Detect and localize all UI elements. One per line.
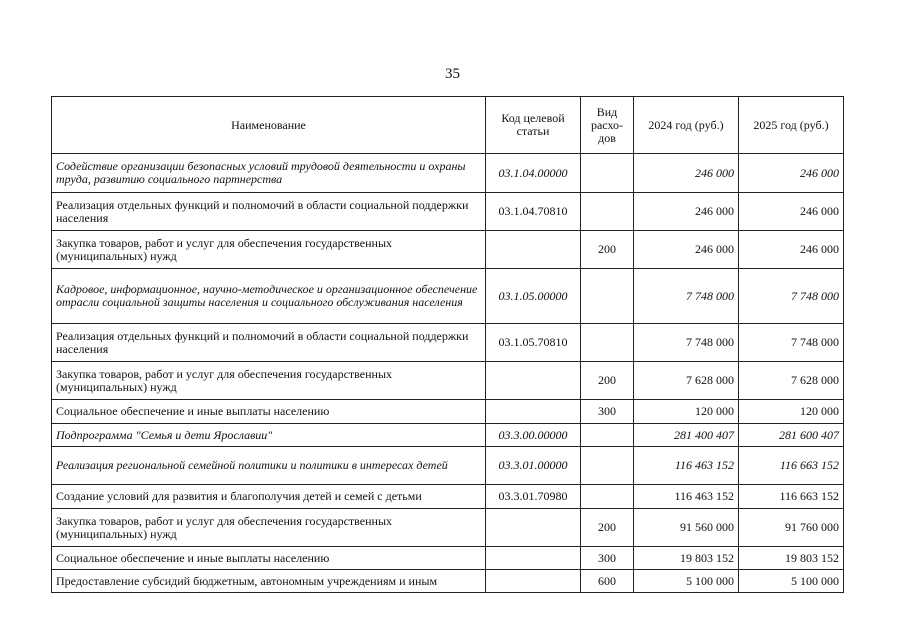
row-code: 03.1.05.70810 — [486, 324, 581, 362]
row-name: Предоставление субсидий бюджетным, автономным учреждениям и иным — [52, 570, 486, 593]
row-amount-2025: 246 000 — [739, 154, 844, 193]
table-row — [52, 231, 844, 269]
row-type — [581, 324, 634, 362]
row-type — [581, 485, 634, 509]
row-amount-2024: 7 628 000 — [634, 362, 739, 400]
row-amount-2024: 19 803 152 — [634, 547, 739, 570]
table-row — [52, 400, 844, 424]
row-code — [486, 547, 581, 570]
row-amount-2025: 7 628 000 — [739, 362, 844, 400]
table-row — [52, 362, 844, 400]
row-amount-2025: 116 663 152 — [739, 447, 844, 485]
table-row — [52, 269, 844, 324]
table-row — [52, 424, 844, 447]
row-code: 03.1.04.00000 — [486, 154, 581, 193]
row-amount-2024: 246 000 — [634, 231, 739, 269]
row-type — [581, 424, 634, 447]
page-number: 35 — [445, 66, 460, 82]
row-amount-2024: 281 400 407 — [634, 424, 739, 447]
row-amount-2025: 246 000 — [739, 231, 844, 269]
row-code: 03.3.00.00000 — [486, 424, 581, 447]
row-amount-2025: 5 100 000 — [739, 570, 844, 593]
row-name: Реализация региональной семейной политики и политики в интересах детей — [52, 447, 486, 485]
header-name: Наименование — [52, 97, 486, 154]
row-amount-2024: 7 748 000 — [634, 324, 739, 362]
row-code — [486, 570, 581, 593]
row-name: Подпрограмма "Семья и дети Ярославии" — [52, 424, 486, 447]
row-name: Закупка товаров, работ и услуг для обеспечения государственных (муниципальных) нужд — [52, 362, 486, 400]
row-type: 200 — [581, 362, 634, 400]
row-code: 03.3.01.00000 — [486, 447, 581, 485]
header-2024: 2024 год (руб.) — [634, 97, 739, 154]
row-type — [581, 154, 634, 193]
row-type: 600 — [581, 570, 634, 593]
table-header-row — [52, 97, 844, 154]
row-amount-2025: 7 748 000 — [739, 269, 844, 324]
row-amount-2024: 120 000 — [634, 400, 739, 424]
table-row — [52, 324, 844, 362]
table-row — [52, 485, 844, 509]
row-amount-2025: 281 600 407 — [739, 424, 844, 447]
header-2025: 2025 год (руб.) — [739, 97, 844, 154]
row-code — [486, 509, 581, 547]
table-row — [52, 547, 844, 570]
row-type — [581, 269, 634, 324]
row-code: 03.3.01.70980 — [486, 485, 581, 509]
row-code — [486, 231, 581, 269]
budget-table — [51, 96, 844, 593]
row-code — [486, 400, 581, 424]
table-body — [52, 154, 844, 593]
row-amount-2025: 120 000 — [739, 400, 844, 424]
table-row — [52, 570, 844, 593]
row-name: Закупка товаров, работ и услуг для обеспечения государственных (муниципальных) нужд — [52, 231, 486, 269]
row-type: 300 — [581, 400, 634, 424]
row-type: 200 — [581, 509, 634, 547]
row-amount-2025: 116 663 152 — [739, 485, 844, 509]
row-name: Содействие организации безопасных условий трудовой деятельности и охраны труда, развитию социального партнерства — [52, 154, 486, 193]
table-row — [52, 193, 844, 231]
row-name: Кадровое, информационное, научно-методическое и организационное обеспечение отрасли социальной защиты населения и социального обслуживания населения — [52, 269, 486, 324]
table-row — [52, 509, 844, 547]
row-name: Закупка товаров, работ и услуг для обеспечения государственных (муниципальных) нужд — [52, 509, 486, 547]
row-type: 300 — [581, 547, 634, 570]
row-code: 03.1.05.00000 — [486, 269, 581, 324]
row-name: Социальное обеспечение и иные выплаты населению — [52, 547, 486, 570]
row-amount-2025: 91 760 000 — [739, 509, 844, 547]
row-amount-2024: 116 463 152 — [634, 485, 739, 509]
row-type — [581, 193, 634, 231]
row-amount-2025: 19 803 152 — [739, 547, 844, 570]
header-type: Вид расхо-дов — [581, 97, 634, 154]
row-amount-2024: 116 463 152 — [634, 447, 739, 485]
table-row — [52, 447, 844, 485]
row-name: Социальное обеспечение и иные выплаты населению — [52, 400, 486, 424]
row-amount-2024: 91 560 000 — [634, 509, 739, 547]
table-row — [52, 154, 844, 193]
row-amount-2024: 7 748 000 — [634, 269, 739, 324]
row-type — [581, 447, 634, 485]
row-name: Реализация отдельных функций и полномочий в области социальной поддержки населения — [52, 324, 486, 362]
row-name: Реализация отдельных функций и полномочий в области социальной поддержки населения — [52, 193, 486, 231]
row-amount-2024: 246 000 — [634, 154, 739, 193]
row-type: 200 — [581, 231, 634, 269]
row-code — [486, 362, 581, 400]
row-code: 03.1.04.70810 — [486, 193, 581, 231]
header-code: Код целевой статьи — [486, 97, 581, 154]
row-amount-2024: 246 000 — [634, 193, 739, 231]
row-name: Создание условий для развития и благополучия детей и семей с детьми — [52, 485, 486, 509]
row-amount-2025: 7 748 000 — [739, 324, 844, 362]
row-amount-2024: 5 100 000 — [634, 570, 739, 593]
row-amount-2025: 246 000 — [739, 193, 844, 231]
